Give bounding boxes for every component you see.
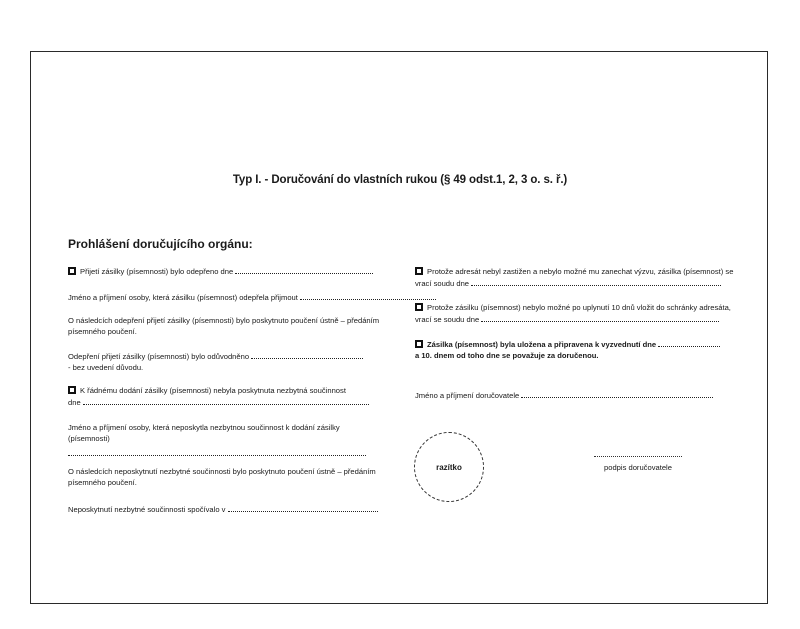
checkbox[interactable] xyxy=(68,386,76,394)
left-non-cooperating-person: Jméno a příjmení osoby, která neposkytla nezbytnou součinnost k dodání zásilky (písemnosti) xyxy=(68,423,378,460)
reason-field[interactable] xyxy=(251,351,363,359)
date-field[interactable] xyxy=(83,397,369,405)
left-refusal-reason: Odepření přijetí zásilky (písemnosti) bylo odůvodněno - bez uvedení důvodu. xyxy=(68,351,388,373)
checkbox[interactable] xyxy=(68,267,76,275)
left-refusing-person: Jméno a příjmení osoby, která zásilku (písemnost) odepřela přijmout xyxy=(68,292,436,304)
stamp-label: razítko xyxy=(436,462,462,472)
name-field[interactable] xyxy=(300,292,436,300)
right-item-stored: Zásilka (písemnost) byla uložena a připravena k vyzvednutí dne a 10. dnem od toho dne se považuje za doručenou. xyxy=(415,339,735,361)
left-item-no-cooperation: K řádnému dodání zásilky (písemnosti) nebyla poskytnuta nezbytná součinnost dne xyxy=(68,386,378,408)
date-field[interactable] xyxy=(481,314,719,322)
left-refusal-instruction: O následcích odepření přijetí zásilky (písemnosti) bylo poskytnuto poučení ústně – předáním písemného poučení. xyxy=(68,316,380,336)
left-no-cooperation-instruction: O následcích neposkytnutí nezbytné součinnosti bylo poskytnuto poučení ústně – předáním písemného poučení. xyxy=(68,467,376,487)
date-field[interactable] xyxy=(235,266,373,274)
section-heading: Prohlášení doručujícího orgánu: xyxy=(68,237,253,251)
stamp-circle xyxy=(414,432,484,502)
checkbox[interactable] xyxy=(415,340,423,348)
date-field[interactable] xyxy=(658,339,720,347)
document-title: Typ I. - Doručování do vlastních rukou (§ 49 odst.1, 2, 3 o. s. ř.) xyxy=(232,174,568,186)
signature-label: podpis doručovatele xyxy=(604,463,672,472)
right-item-mailbox: Protože zásilku (písemnost) nebylo možné po uplynutí 10 dnů vložit do schránky adresáta, vrací se soudu dne xyxy=(415,303,731,324)
date-field[interactable] xyxy=(471,278,721,286)
left-item-refused: Přijetí zásilky (písemnosti) bylo odepřeno dne xyxy=(68,266,373,278)
signature-line[interactable] xyxy=(594,456,682,457)
checkbox[interactable] xyxy=(415,267,423,275)
left-no-cooperation-detail: Neposkytnutí nezbytné součinnosti spočívalo v xyxy=(68,504,378,516)
right-item-not-found: Protože adresát nebyl zastižen a nebylo možné mu zanechat výzvu, zásilka (písemnost) se vrací soudu dne xyxy=(415,267,734,288)
name-field[interactable] xyxy=(521,390,713,398)
name-field[interactable] xyxy=(68,448,366,456)
detail-field[interactable] xyxy=(228,504,378,512)
checkbox[interactable] xyxy=(415,303,423,311)
right-deliverer-name: Jméno a příjmení doručovatele xyxy=(415,390,713,402)
